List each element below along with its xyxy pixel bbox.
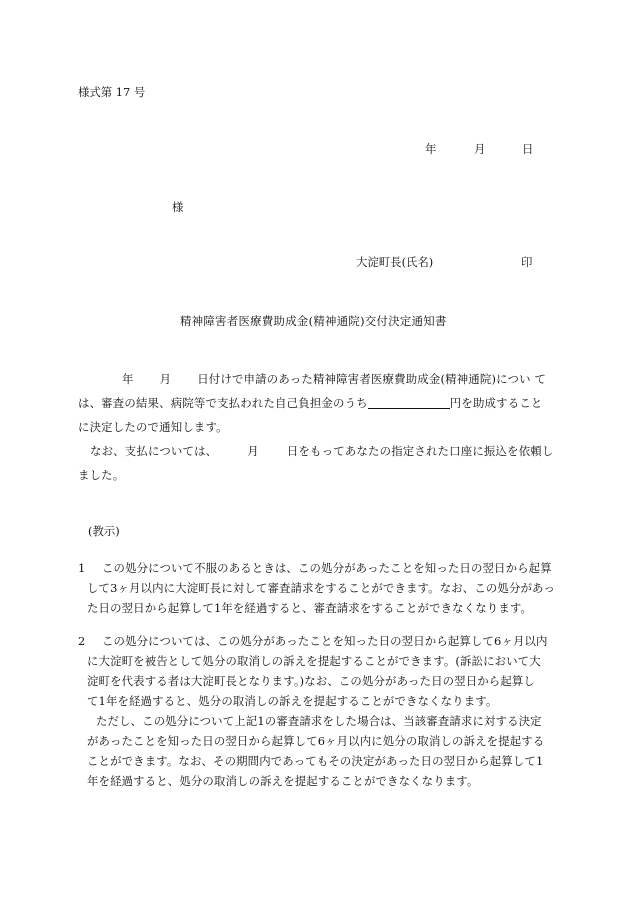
body-line2-pre: は、審査の結果、病院等で支払われた自己負担金のうち bbox=[78, 396, 368, 410]
document-title: 精神障害者医療費助成金(精神通院)交付決定通知書 bbox=[180, 314, 447, 328]
item-2-proviso-4: 年を経過すると、処分の取消しの訴えを提起することができなくなります。 bbox=[87, 774, 479, 788]
item-2-proviso-1: ただし、この処分について上記1の審査請求をした場合は、当該審査請求に対する決定 bbox=[96, 714, 542, 728]
instruction-heading: (教示) bbox=[88, 524, 120, 538]
item-2-line-3: 淀町を代表する者は大淀町長となります。)なお、この処分があった日の翌日から起算し bbox=[87, 674, 535, 688]
body-p2-line2: ました。 bbox=[78, 468, 125, 482]
item-2-proviso-2: があったことを知った日の翌日から起算して6ヶ月以内に処分の取消しの訴えを提起する bbox=[87, 734, 545, 748]
item-1-line-2: して3ヶ月以内に大淀町長に対して審査請求をすることができます。なお、この処分があっ bbox=[87, 581, 555, 595]
item-2-line-4: て1年を経過すると、処分の取消しの訴えを提起することができなくなります。 bbox=[87, 694, 498, 708]
item-2-number: 2 bbox=[78, 634, 86, 648]
item-2-proviso-3: ことができます。なお、その期間内であってもその決定があった日の翌日から起算して1 bbox=[87, 754, 544, 768]
body-paragraph-1 bbox=[78, 369, 563, 485]
body-p2-line1: 日をもってあなたの指定された口座に振込を依頼し bbox=[286, 444, 554, 458]
body-p2-month: 月 bbox=[247, 444, 259, 458]
date-month: 月 bbox=[474, 142, 486, 156]
instruction-item-1 bbox=[78, 558, 566, 618]
item-2-line-1: この処分については、この処分があったことを知った日の翌日から起算して6ヶ月以内 bbox=[102, 634, 548, 648]
seal-mark: 印 bbox=[521, 255, 533, 269]
body-line3: に決定したので通知します。 bbox=[78, 420, 228, 434]
item-1-number: 1 bbox=[78, 561, 86, 575]
body-year: 年 bbox=[122, 372, 134, 386]
body-line2-post: 円を助成すること bbox=[449, 396, 543, 410]
date-day: 日 bbox=[522, 142, 534, 156]
amount-blank bbox=[368, 394, 450, 409]
instruction-item-2 bbox=[78, 631, 566, 791]
item-2-line-2: に大淀町を被告として処分の取消しの訴えを提起することができます。(訴訟において大 bbox=[87, 654, 541, 668]
issuer-title: 大淀町長(氏名) bbox=[356, 255, 434, 269]
addressee-suffix: 様 bbox=[172, 200, 184, 214]
body-month: 月 bbox=[159, 372, 172, 386]
item-1-line-1: この処分について不服のあるときは、この処分があったことを知った日の翌日から起算 bbox=[102, 561, 552, 575]
date-year: 年 bbox=[425, 142, 437, 156]
form-number: 様式第 17 号 bbox=[78, 85, 146, 99]
body-line1: 日付けで申請のあった精神障害者医療費助成金(精神通院)につい て bbox=[197, 372, 547, 386]
body-p2-pre: なお、支払については、 bbox=[90, 444, 218, 458]
item-1-line-3: た日の翌日から起算して1年を経過すると、審査請求をすることができなくなります。 bbox=[87, 601, 533, 615]
